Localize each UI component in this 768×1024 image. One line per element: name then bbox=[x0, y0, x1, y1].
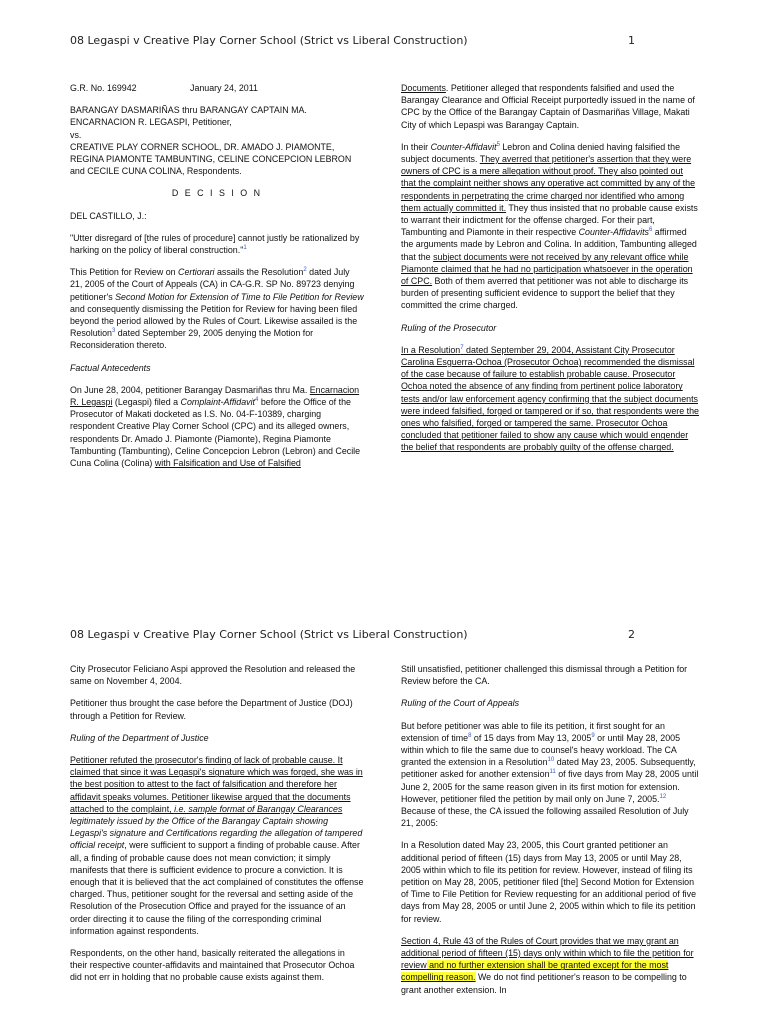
header-title: 08 Legaspi v Creative Play Corner School (Strict vs Liberal Construction) bbox=[70, 34, 468, 47]
underlined-text: dated September 29, 2004, Assistant City Prosecutor Carolina Esguerra-Ochoa (Prosecutor Ochoa) recommended the dismissal of the case because of failure to establish probable cause. Prosecutor Ochoa noted the absence of any finding from pertinent police laboratory tests and/or law enforcement agency confirming that the subject documents were indeed falsified, forged or tampered or if so, that respondents were the ones who falsified, forged or tampered the same. Prosecutor Ochoa concluded that petitioner failed to show any cause which would engender the belief that respondents are probably guilty of the offense charged. bbox=[401, 344, 699, 453]
underlined-text: Documents bbox=[401, 83, 446, 93]
paragraph bbox=[401, 82, 699, 131]
italic-text: Second Motion for Extension of Time to File Petition for Review bbox=[115, 291, 364, 302]
text: But before petitioner was able to file its petition, it first sought for an extension of time bbox=[401, 720, 665, 743]
quote-text: "Utter disregard of [the rules of procedure] cannot justly be rationalized by harking on the policy of liberal construction." bbox=[70, 232, 360, 256]
paragraph bbox=[401, 720, 699, 830]
text: dated May 23, 2005. Subsequently, petitioner asked for another extension bbox=[401, 757, 696, 780]
text: This Petition for Review on bbox=[70, 267, 179, 278]
header-title: 08 Legaspi v Creative Play Corner School (Strict vs Liberal Construction) bbox=[70, 628, 468, 641]
footnote-link[interactable]: 9 bbox=[591, 732, 595, 739]
text: affirmed the arguments made by Lebron and Colina. In addition, Tambunting alleged that the bbox=[401, 227, 697, 262]
underlined-text: Section 4, Rule 43 of the Rules of Court provides that we may grant an additional period of fifteen (15) days only within which to file the petition for review bbox=[401, 935, 694, 971]
text: Because of these, the CA issued the following assailed Resolution of July 21, 2005: bbox=[401, 806, 689, 829]
footnote-link[interactable]: 12 bbox=[659, 793, 667, 800]
left-column bbox=[70, 663, 364, 994]
italic-text: Complaint-Affidavit bbox=[180, 397, 256, 408]
text: (Legaspi) filed a bbox=[112, 397, 181, 408]
text: or until May 28, 2005 within which to file the same due to counsel's heavy workload. The CA granted the extension in a Resolution bbox=[401, 732, 681, 768]
page-header bbox=[70, 34, 710, 47]
footnote-link[interactable]: 10 bbox=[547, 757, 555, 764]
text: of five days from May 28, 2005 until June 2, 2005 for the same reason given in its first motion for extension. However, petitioner filed the petition by mail only on June 7, 2005. bbox=[401, 769, 699, 804]
text: of 15 days from May 13, 2005 bbox=[471, 732, 592, 743]
petitioner: BARANGAY DASMARIÑAS thru BARANGAY CAPTAIN MA. ENCARNACION R. LEGASPI, Petitioner, bbox=[70, 105, 307, 128]
text: Lebron and Colina denied having falsified the subject documents. bbox=[401, 141, 681, 165]
footnote-link[interactable]: 8 bbox=[468, 732, 472, 739]
page-number: 1 bbox=[628, 34, 635, 47]
section-heading: Ruling of the Department of Justice bbox=[70, 732, 209, 743]
page-header bbox=[70, 628, 710, 641]
text: They thus insisted that no probable cause exists to warrant their indictment for the offense charged. For their part, Tambunting and Piamonte in their respective bbox=[401, 202, 698, 238]
case-number-line bbox=[70, 82, 364, 94]
italic-text: legitimately issued by the Office of the Barangay Captain showing Legaspi's signature and Certifications regarding the allegation of tampered official receipt bbox=[70, 816, 363, 851]
right-column bbox=[401, 663, 699, 1006]
section-heading: Ruling of the Prosecutor bbox=[401, 322, 497, 333]
paragraph bbox=[70, 754, 364, 937]
page-gap bbox=[0, 560, 768, 600]
page-number: 2 bbox=[628, 628, 635, 641]
footnote-link[interactable]: 11 bbox=[549, 769, 556, 776]
footnote-link[interactable]: 2 bbox=[303, 267, 307, 274]
text: and consequently dismissing the Petition for Review for having been filed beyond the period allowed by the Rules of Court. Likewise assailed is the Resolution bbox=[70, 303, 358, 339]
decision-heading: D E C I S I O N bbox=[171, 188, 263, 199]
highlighted-text: and no further extension shall be granted except for the most compelling reason. bbox=[401, 960, 669, 983]
footnote-link[interactable]: 4 bbox=[255, 397, 259, 404]
versus: vs. bbox=[70, 129, 82, 140]
opening-quote bbox=[70, 232, 364, 256]
paragraph bbox=[401, 141, 699, 312]
text: We do not find petitioner's reason to be compelling to grant another extension. In bbox=[401, 972, 687, 995]
paragraph: City Prosecutor Feliciano Aspi approved the Resolution and released the same on November 4, 2004. bbox=[70, 664, 356, 687]
paragraph: Petitioner thus brought the case before the Department of Justice (DOJ) through a Petition for Review. bbox=[70, 698, 353, 721]
underlined-italic-text: i.e. sample format of Barangay Clearances bbox=[174, 803, 343, 814]
text: In their bbox=[401, 141, 431, 152]
paragraph bbox=[70, 266, 364, 351]
underlined-text: Petitioner refuted the prosecutor's finding of lack of probable cause. It claimed that since it was Legaspi's signature which was forged, she was in the best position to attest to the fact of falsification and therefore her affidavit speaks volumes. Petitioner likewise argued that the documents attached to the complaint, bbox=[70, 755, 363, 814]
footnote-link[interactable]: 1 bbox=[243, 245, 247, 252]
page-2 bbox=[0, 600, 768, 1024]
footnote-link[interactable]: 3 bbox=[111, 328, 116, 335]
text: assails the Resolution bbox=[214, 267, 304, 278]
paragraph bbox=[70, 384, 364, 469]
paragraph: Respondents, on the other hand, basically reiterated the allegations in their respective counter-affidavits and maintained that Prosecutor Ochoa did not err in holding that no probable cause exists against them. bbox=[70, 948, 355, 983]
gr-number: G.R. No. 169942 bbox=[70, 83, 137, 93]
italic-text: Certiorari bbox=[178, 267, 215, 278]
paragraph bbox=[401, 935, 699, 996]
footnote-link[interactable]: 7 bbox=[460, 344, 464, 351]
footnote-link[interactable]: 6 bbox=[649, 227, 653, 234]
text: . Petitioner alleged that respondents falsified and used the Barangay Clearance and Official Receipt purportedly issued in the name of CPC by the Office of the Barangay Captain of Dasmariñas Village, Makati City of which Lepaspi was Barangay Captain. bbox=[401, 83, 695, 130]
right-column bbox=[401, 82, 699, 464]
left-column bbox=[70, 82, 364, 479]
section-heading: Factual Antecedents bbox=[70, 362, 151, 373]
paragraph bbox=[401, 344, 699, 454]
footnote-link[interactable]: 5 bbox=[496, 141, 500, 148]
text: , were sufficient to support a finding of probable cause. After all, a finding of probable cause does not mean conviction; it simply manifests that there is sufficient evidence to procure a conviction. It is enough that it is believed that the act complained of constitutes the offense charged. Thus, petitioner sought for the reversal and setting aside of the Resolution of the Prosecution Office and prayed for the issuance of an order directing it to cause the filing of the corresponding criminal information against respondents. bbox=[70, 840, 364, 936]
paragraph: Still unsatisfied, petitioner challenged this dismissal through a Petition for Review before the CA. bbox=[401, 664, 688, 687]
italic-text: Counter-Affidavits bbox=[578, 227, 649, 238]
underlined-text: with Falsification and Use of Falsified bbox=[154, 458, 301, 469]
underlined-text: subject documents were not received by any relevant office while Piamonte claimed that he had no participation whatsoever in the operation of CPC. bbox=[401, 251, 693, 287]
underlined-text: Encarnacion R. Legaspi bbox=[70, 384, 360, 408]
underlined-text: They averred that petitioner's assertion that they were owners of CPC is a mere allegation without proof. They also pointed out that the complaint neither shows any operative act committed by any of the respondents in perpetrating the crime charged nor identified who among them actually committed it. bbox=[401, 154, 696, 213]
text: before the Office of the Prosecutor of Makati docketed as I.S. No. 04-F-10389, charging respondent Creative Play Corner School (CPC) and its alleged owners, respondents Dr. Amado J. Piamonte (Piamonte), Regina Piamonte Tambunting (Tambunting), Celine Concepcion Lebron (Lebron) and Cecile Cuna Colina (Colina) bbox=[70, 397, 361, 469]
respondents: CREATIVE PLAY CORNER SCHOOL, DR. AMADO J. PIAMONTE, REGINA PIAMONTE TAMBUNTING, CELINE CONCEPCION LEBRON and CECILE CUNA COLINA, Respondents. bbox=[70, 141, 352, 177]
text: dated September 29, 2005 denying the Motion for Reconsideration thereto. bbox=[70, 328, 314, 351]
text: dated July 21, 2005 of the Court of Appeals (CA) in CA-G.R. SP No. 89723 denying petitioner's bbox=[70, 267, 355, 302]
ponente: DEL CASTILLO, J.: bbox=[70, 210, 147, 221]
underlined-text: In a Resolution bbox=[401, 344, 461, 355]
case-date: January 24, 2011 bbox=[190, 83, 258, 93]
italic-text: Counter-Affidavit bbox=[430, 141, 497, 152]
section-heading: Ruling of the Court of Appeals bbox=[401, 698, 520, 709]
text: Both of them averred that petitioner was not able to discharge its burden of presenting sufficient evidence to support the belief that they committed the crime charged. bbox=[401, 276, 689, 311]
text: On June 28, 2004, petitioner Barangay Dasmariñas thru Ma. bbox=[70, 384, 310, 395]
paragraph: In a Resolution dated May 23, 2005, this Court granted petitioner an additional period of fifteen (15) days from May 13, 2005 or until May 28, 2005 within which to file its petition for review. However, instead of filing its petition on May 28, 2005, petitioner filed [the] Second Motion for Extension of Time to File Petition for Review requesting for an additional period of five days from May 28, 2005 or until June 2, 2005 within which to file its petition for review. bbox=[401, 840, 697, 924]
